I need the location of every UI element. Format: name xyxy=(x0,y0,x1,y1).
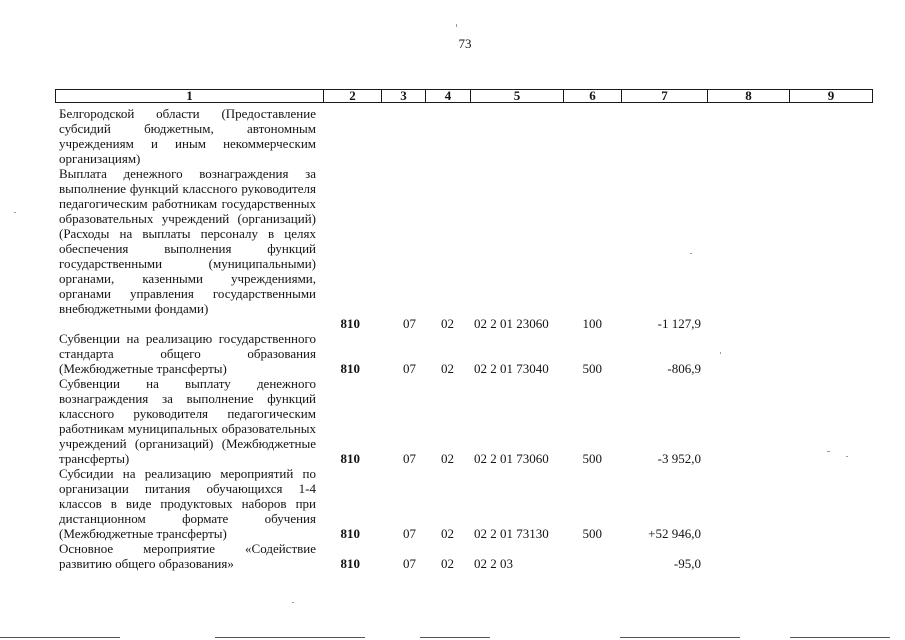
header-cell-1: 1 xyxy=(186,88,193,103)
admin-code: 810 xyxy=(340,361,360,376)
expense-type-code: 500 xyxy=(582,526,602,541)
header-cell-3: 3 xyxy=(381,90,425,102)
amount: -1 127,9 xyxy=(657,316,701,331)
bottom-edge-rule xyxy=(420,637,490,638)
expense-type-code: 100 xyxy=(582,316,602,331)
section-code: 07 xyxy=(403,316,416,331)
header-cell-2: 2 xyxy=(323,90,381,102)
admin-code: 810 xyxy=(340,451,360,466)
expense-type-code: 500 xyxy=(582,451,602,466)
row-description: Субвенции на реализацию государственного стандарта общего образования (Межбюджетные трансферты) xyxy=(59,331,316,376)
row-description: Белгородской области (Предоставление субсидий бюджетным, автономным учреждениям и иным некоммерческим организациям) xyxy=(59,106,316,166)
section-code: 07 xyxy=(403,451,416,466)
header-cell-9: 9 xyxy=(789,90,872,102)
bottom-edge-rule xyxy=(215,637,365,638)
table-header-row xyxy=(55,89,873,103)
row-description: Основное мероприятие «Содействие развитию общего образования» xyxy=(59,541,316,571)
bottom-edge-rule xyxy=(620,637,740,638)
target-article-code: 02 2 01 73040 xyxy=(474,361,549,376)
scan-speck xyxy=(14,212,16,213)
header-cell-6: 6 xyxy=(563,90,621,102)
scan-speck xyxy=(690,253,692,254)
expense-type-code: 500 xyxy=(582,361,602,376)
scan-speck xyxy=(720,352,721,354)
subsection-code: 02 xyxy=(441,316,454,331)
bottom-edge-rule xyxy=(790,637,890,638)
amount: +52 946,0 xyxy=(648,526,701,541)
bottom-edge-rule xyxy=(0,637,120,638)
subsection-code: 02 xyxy=(441,556,454,571)
admin-code: 810 xyxy=(340,526,360,541)
target-article-code: 02 2 03 xyxy=(474,556,513,571)
scan-speck xyxy=(456,24,457,27)
amount: -95,0 xyxy=(673,556,701,571)
amount: -806,9 xyxy=(667,361,701,376)
admin-code: 810 xyxy=(340,316,360,331)
scan-speck xyxy=(827,451,830,452)
row-description: Выплата денежного вознаграждения за выполнение функций классного руководителя педагогическим работникам государственных образовательных учреждений (организаций) (Расходы на выплаты персоналу в целях обеспечения выполнения функций государственными (муниципальными) органами, казенными учреждениями, органами управления государственными внебюджетными фондами) xyxy=(59,166,316,316)
target-article-code: 02 2 01 73060 xyxy=(474,451,549,466)
header-cell-5: 5 xyxy=(470,90,563,102)
header-cell-7: 7 xyxy=(621,90,707,102)
page-number: 73 xyxy=(458,36,472,51)
subsection-code: 02 xyxy=(441,361,454,376)
section-code: 07 xyxy=(403,526,416,541)
section-code: 07 xyxy=(403,361,416,376)
row-description: Субвенции на выплату денежного вознаграждения за выполнение функций классного руководителя педагогическим работникам муниципальных образовательных учреждений (организаций) (Межбюджетные трансферты) xyxy=(59,376,316,466)
target-article-code: 02 2 01 23060 xyxy=(474,316,549,331)
row-description: Субсидии на реализацию мероприятий по организации питания обучающихся 1-4 классов в виде продуктовых наборов при дистанционном формате обучения (Межбюджетные трансферты) xyxy=(59,466,316,541)
scan-speck xyxy=(292,602,294,603)
section-code: 07 xyxy=(403,556,416,571)
header-cell-4: 4 xyxy=(425,90,470,102)
subsection-code: 02 xyxy=(441,526,454,541)
subsection-code: 02 xyxy=(441,451,454,466)
amount: -3 952,0 xyxy=(657,451,701,466)
admin-code: 810 xyxy=(340,556,360,571)
header-cell-8: 8 xyxy=(707,90,789,102)
scan-speck xyxy=(846,456,848,457)
target-article-code: 02 2 01 73130 xyxy=(474,526,549,541)
